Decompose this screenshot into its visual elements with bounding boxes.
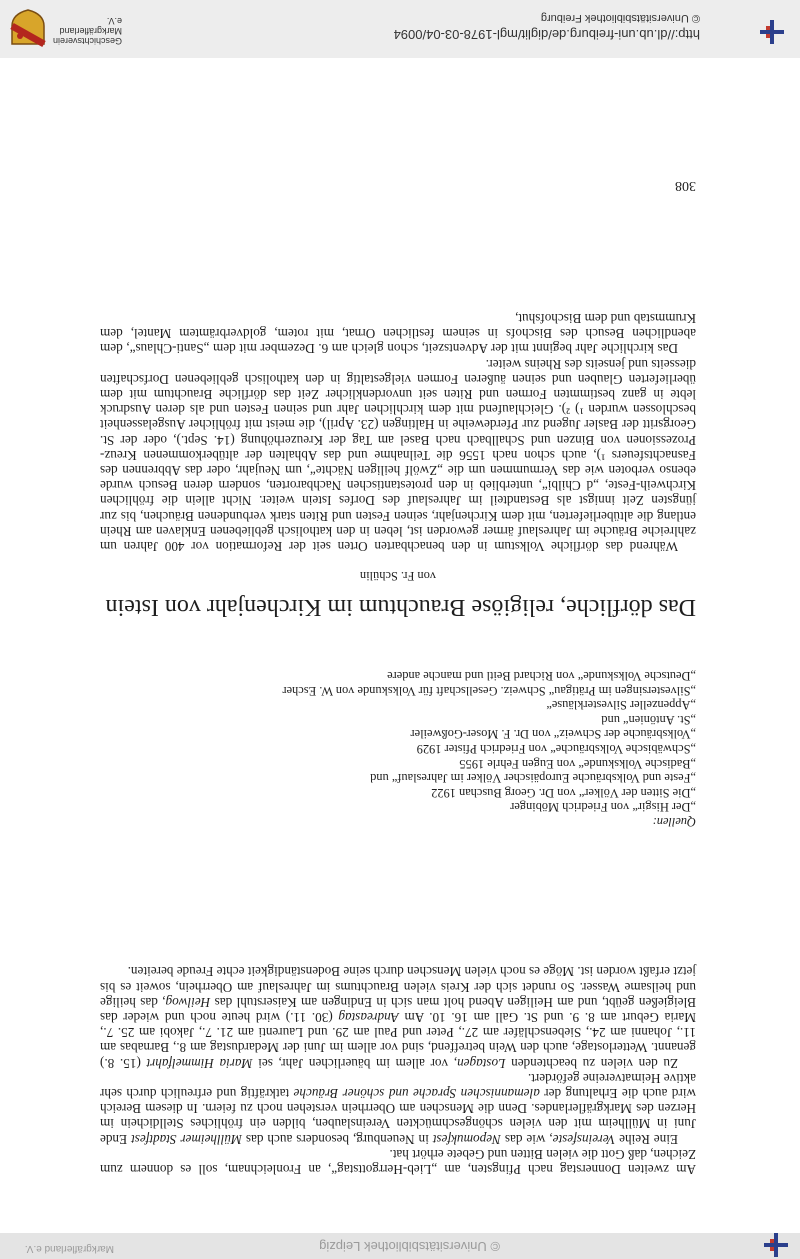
article-body: [100, 311, 696, 554]
source-item: „Badische Volkskunde“ von Eugen Fehrle 1955: [459, 756, 696, 771]
source-item: „Volksbräuche der Schweiz“ von Dr. F. Moser-Goßweiler: [410, 727, 696, 742]
library-footer-band: [0, 0, 800, 58]
paragraph-fronleichnam: Am zweiten Donnerstag nach Pfingsten, am „Lieb-Herrgottstag“, an Fronleichnam, soll es donnern zum Zeichen, daß Gott die vielen Bitten und Gebete erhört hat.: [100, 1146, 696, 1177]
page-number: 308: [675, 178, 696, 193]
article-paragraph-2: Das kirchliche Jahr beginnt mit der Adventszeit, schon gleich am 6. Dezember mit dem „Santi-Chlaus“, dem abendlichen Besuch des Bischofs in seinem festlichen Ornat, mit rotem, goldverbrämtem Mantel, dem Krummstab und dem Bischofshut,: [100, 310, 696, 357]
viewer-crosshair-icon: [760, 20, 784, 44]
continued-text: [100, 964, 696, 1177]
source-item: „Appenzeller Silvesterkläuse“: [546, 698, 696, 713]
viewer-crosshair-icon: [764, 1233, 788, 1257]
society-crest-icon: [8, 8, 48, 48]
article-author: von Fr. Schülin: [359, 569, 437, 583]
source-item: „Silvestersingen im Prätigau“ Schweiz. Gesellschaft für Volkskunde von W. Escher: [282, 683, 696, 698]
source-item: „St. Antönien“ und: [601, 712, 696, 727]
source-item: „Schwäbische Volksbräuche“ von Friedrich Pfister 1929: [416, 742, 696, 757]
ghost-society-name: Markgräflerland e.V.: [24, 1243, 114, 1254]
source-item: „Deutsche Volkskunde“ von Richard Beitl und manche andere: [387, 669, 696, 684]
source-item: „Der Hisgir“ von Friedrich Möbinger: [510, 800, 696, 815]
library-url[interactable]: http://dl.ub.uni-freiburg.de/diglit/mgl-1978-03-04/0094: [393, 27, 700, 42]
paragraph-lostage: Zu den vielen zu beachtenden Lostagen, vor allem im bäuerlichen Jahr, sei Maria Himmelfahrt (15. 8.) genannt. Wetterlostage, auch den Wein betreffend, sind vor allem im Juni der Medardustag am 8., Barnabas am 11., Johanni am 24., Siebenschläfer am 27., Peter und Paul am 29. und Laurenti am 21. 7., Jakobi am 25. 7., Maria Geburt am 8. 9. und St. Gall am 16. 10. Am Andreastag (30. 11.) wird heute noch und wieder das Bleigießen geübt, und am Heiligen Abend holt man sich in Endingen am Kaiserstuhl das Heilwog, das heilige und heilsame Wasser. So rundet sich der Kreis vielen Brauchtums im Jahreslauf am Oberrhein, soweit es bis jetzt erfaßt worden ist. Möge es noch vielen Menschen durch seine Bodenständigkeit echte Freude bereiten.: [100, 964, 696, 1071]
source-item: „Die Sitten der Völker“ von Dr. Georg Buschan 1922: [431, 785, 696, 800]
ghost-library-name: © Universitätsbibliothek Leipzig: [319, 1239, 500, 1254]
library-copyright: © Universitätsbibliothek Freiburg: [540, 12, 700, 24]
sources-header: Quellen:: [652, 815, 696, 829]
article-title: Das dörfliche, religiöse Brauchtum im Kirchenjahr von Istein: [105, 594, 696, 620]
paragraph-vereinsfeste: Eine Reihe Vereinsfeste, wie das Nepomukfest in Neuenburg, besonders auch das Müllheimer Stadtfest Ende Juni in Müllheim mit den vielen schöngeschmückten Vereinslauben, bilden ein fröhliches Stelldichein im Herzen des Markgräflerlandes. Denn die Menschen am Oberrhein verstehen noch zu feiern. In diesem Bereich wird auch die Erhaltung der alemannischen Sprache und schöner Bräuche tatkräftig und erfreulich durch sehr aktive Heimatvereine gefördert.: [100, 1070, 696, 1147]
article-paragraph-1: Während das dörfliche Volkstum in den benachbarten Orten seit der Reformation vor 400 Jahren um zahlreiche Bräuche im Jahreslauf ärmer geworden ist, leben in den katholisch gebliebenen Enklaven am Rhein entlang die altüberlieferten, mit dem Kirchenjahr, seinen Festen und Riten stark verbundenen Bräuchen, bis zur jüngsten Zeit innigst als Bestandteil im Jahreslauf des Dorfes Istein weiter. Nicht allein die fröhlichen Kirchweih-Feste, „d Chilbi“, unterblieb in den protestantischen Nachbarorten, sondern deren Besuch wurde ebenso verboten wie das Vermummen um die „Zwölf heiligen Nächte“, um Neujahr, oder das Abbrennen des Fasnachtsfeuers ¹), auch schon nach 1556 die Teilnahme und das Abhalten der altüberkommenen Kreuz-Prozessionen von Binzen und Schallbach nach Basel am Tag der Kreuzerhöhung (14. Sept.), oder der St. Georgsritt der Basler Jugend zur Pferdeweihe in Haltingen (23. April), die meist mit fröhlicher Ausgelassenheit beschlossen wurden ¹) ²). Gleichlaufend mit dem kirchlichen Jahr und seinen Festen und als deren Ausdruck lebte in ganz bestimmten Formen und Riten seit unvordenklicher Zeit das dörfliche Brauchtum mit dem überlieferten Glauben und seinen äußeren Formen vielgestaltig in den katholisch gebliebenen Dorfschaften diesseits und jenseits des Rheins weiter.: [100, 356, 696, 554]
source-item: „Feste und Volksbräuche Europäischer Völker im Jahreslauf“ und: [370, 771, 696, 786]
ghost-header-band: [0, 1233, 800, 1259]
society-name: Geschichtsverein Markgräflerland e.V.: [52, 16, 122, 46]
sources-list: [100, 668, 696, 829]
